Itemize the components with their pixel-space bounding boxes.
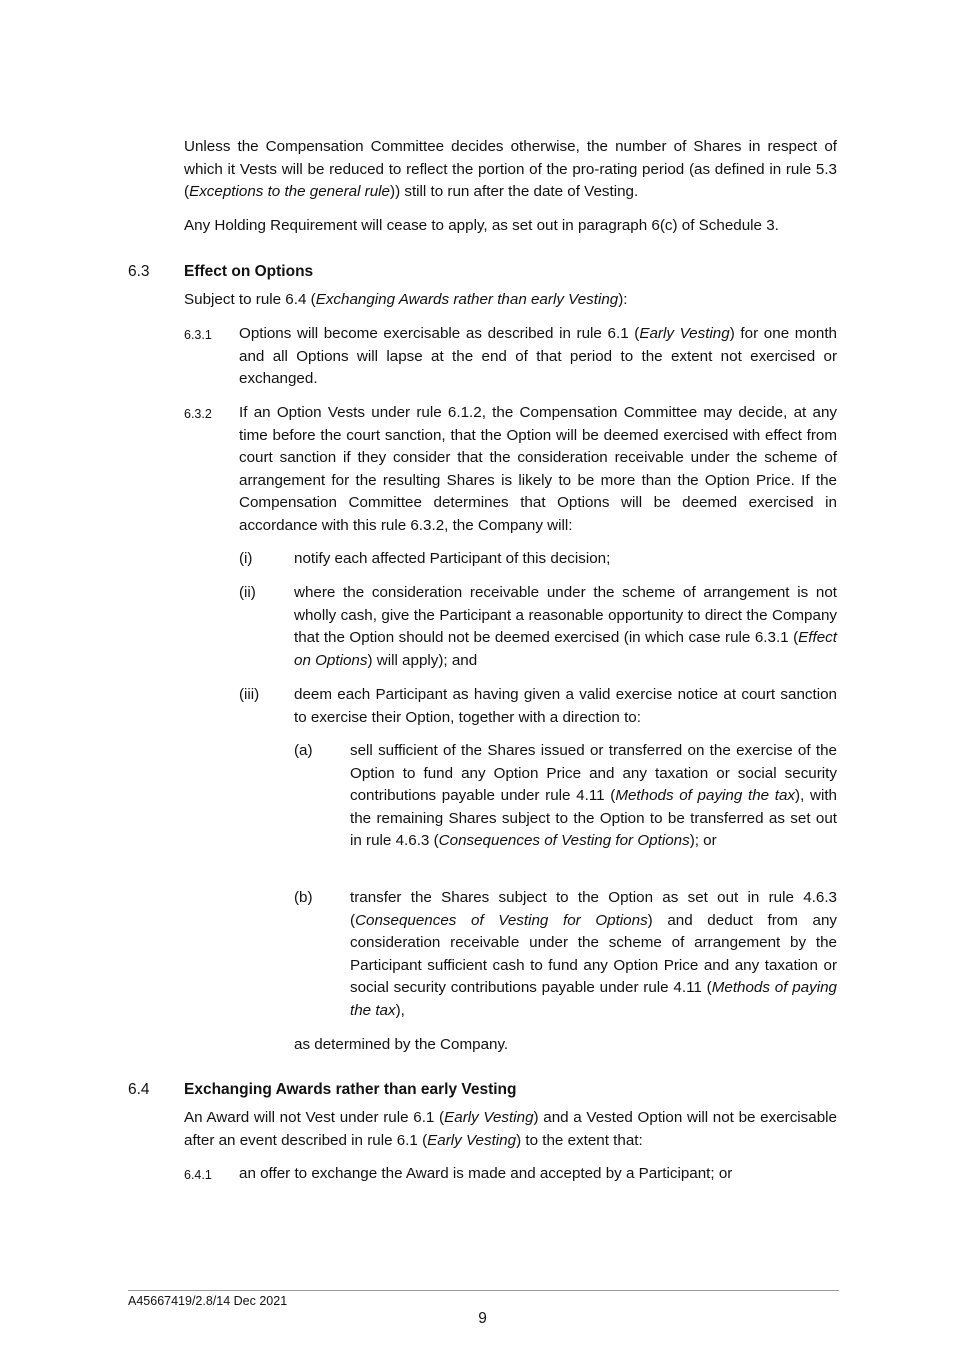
clause-6-3-2-number: 6.3.2 (184, 407, 212, 421)
subclause-a-text: sell sufficient of the Shares issued or transferred on the exercise of the Option to fund any Option Price and any taxation or social security contributions payable under rule 4.11 (Methods of paying the tax), with the remaining Shares subject to the Option to be transferred as set out in rule 4.6.3 (Consequences of Vesting for Options); or (350, 742, 837, 850)
subclause-i-text: notify each affected Participant of this decision; (294, 550, 611, 567)
page-number: 9 (478, 1310, 487, 1327)
section-6-3-intro: Subject to rule 6.4 (Exchanging Awards rather than early Vesting): (184, 291, 628, 308)
subclause-b-text: transfer the Shares subject to the Option as set out in rule 4.6.3 (Consequences of Vesting for Options) and deduct from any consideration receivable under the scheme of arrangement by the Participant sufficient cash to fund any Option Price and any taxation or social security contributions payable under rule 4.11 (Methods of paying the tax), (350, 889, 837, 1019)
subclause-ii-text: where the consideration receivable under the scheme of arrangement is not wholly cash, give the Participant a reasonable opportunity to direct the Company that the Option should not be deemed exercised (in which case rule 6.3.1 (Effect on Options) will apply); and (294, 584, 837, 669)
subclause-iii-closing: as determined by the Company. (294, 1036, 509, 1053)
clause-6-4-1-text: an offer to exchange the Award is made and accepted by a Participant; or (239, 1165, 733, 1182)
subclause-i-label: (i) (239, 550, 253, 567)
subclause-iii-text: deem each Participant as having given a valid exercise notice at court sanction to exercise their Option, together with a direction to: (294, 686, 837, 726)
paragraph-pro-rating: Unless the Compensation Committee decides otherwise, the number of Shares in respect of which it Vests will be reduced to reflect the portion of the pro-rating period (as defined in rule 5.3 (Exceptions to the general rule)) still to run after the date of Vesting. (184, 138, 837, 201)
subclause-b-label: (b) (294, 889, 313, 906)
footer-document-reference: A45667419/2.8/14 Dec 2021 (128, 1294, 288, 1308)
section-6-4-number: 6.4 (128, 1081, 150, 1098)
section-6-3-title: Effect on Options (184, 263, 314, 280)
clause-6-4-1-number: 6.4.1 (184, 1168, 212, 1182)
subclause-iii-label: (iii) (239, 686, 260, 703)
clause-6-3-1-text: Options will become exercisable as described in rule 6.1 (Early Vesting) for one month and all Options will lapse at the end of that period to the extent not exercised or exchanged. (239, 325, 838, 388)
subclause-a-label: (a) (294, 742, 313, 759)
section-6-3-number: 6.3 (128, 263, 150, 280)
clause-6-3-1-number: 6.3.1 (184, 328, 212, 342)
clause-6-3-2-text: If an Option Vests under rule 6.1.2, the Compensation Committee may decide, at any time before the court sanction, that the Option will be deemed exercised with effect from court sanction if they consider that the consideration receivable under the scheme of arrangement for the resulting Shares is likely to be more than the Option Price. If the Compensation Committee determines that Options will be deemed exercised in accordance with this rule 6.3.2, the Company will: (239, 404, 837, 534)
footer-divider (128, 1290, 839, 1291)
section-6-4-title: Exchanging Awards rather than early Vesting (184, 1081, 517, 1098)
paragraph-holding-requirement: Any Holding Requirement will cease to apply, as set out in paragraph 6(c) of Schedule 3. (184, 217, 779, 234)
section-6-4-intro: An Award will not Vest under rule 6.1 (Early Vesting) and a Vested Option will not be exercisable after an event described in rule 6.1 (Early Vesting) to the extent that: (184, 1109, 837, 1149)
subclause-ii-label: (ii) (239, 584, 256, 601)
